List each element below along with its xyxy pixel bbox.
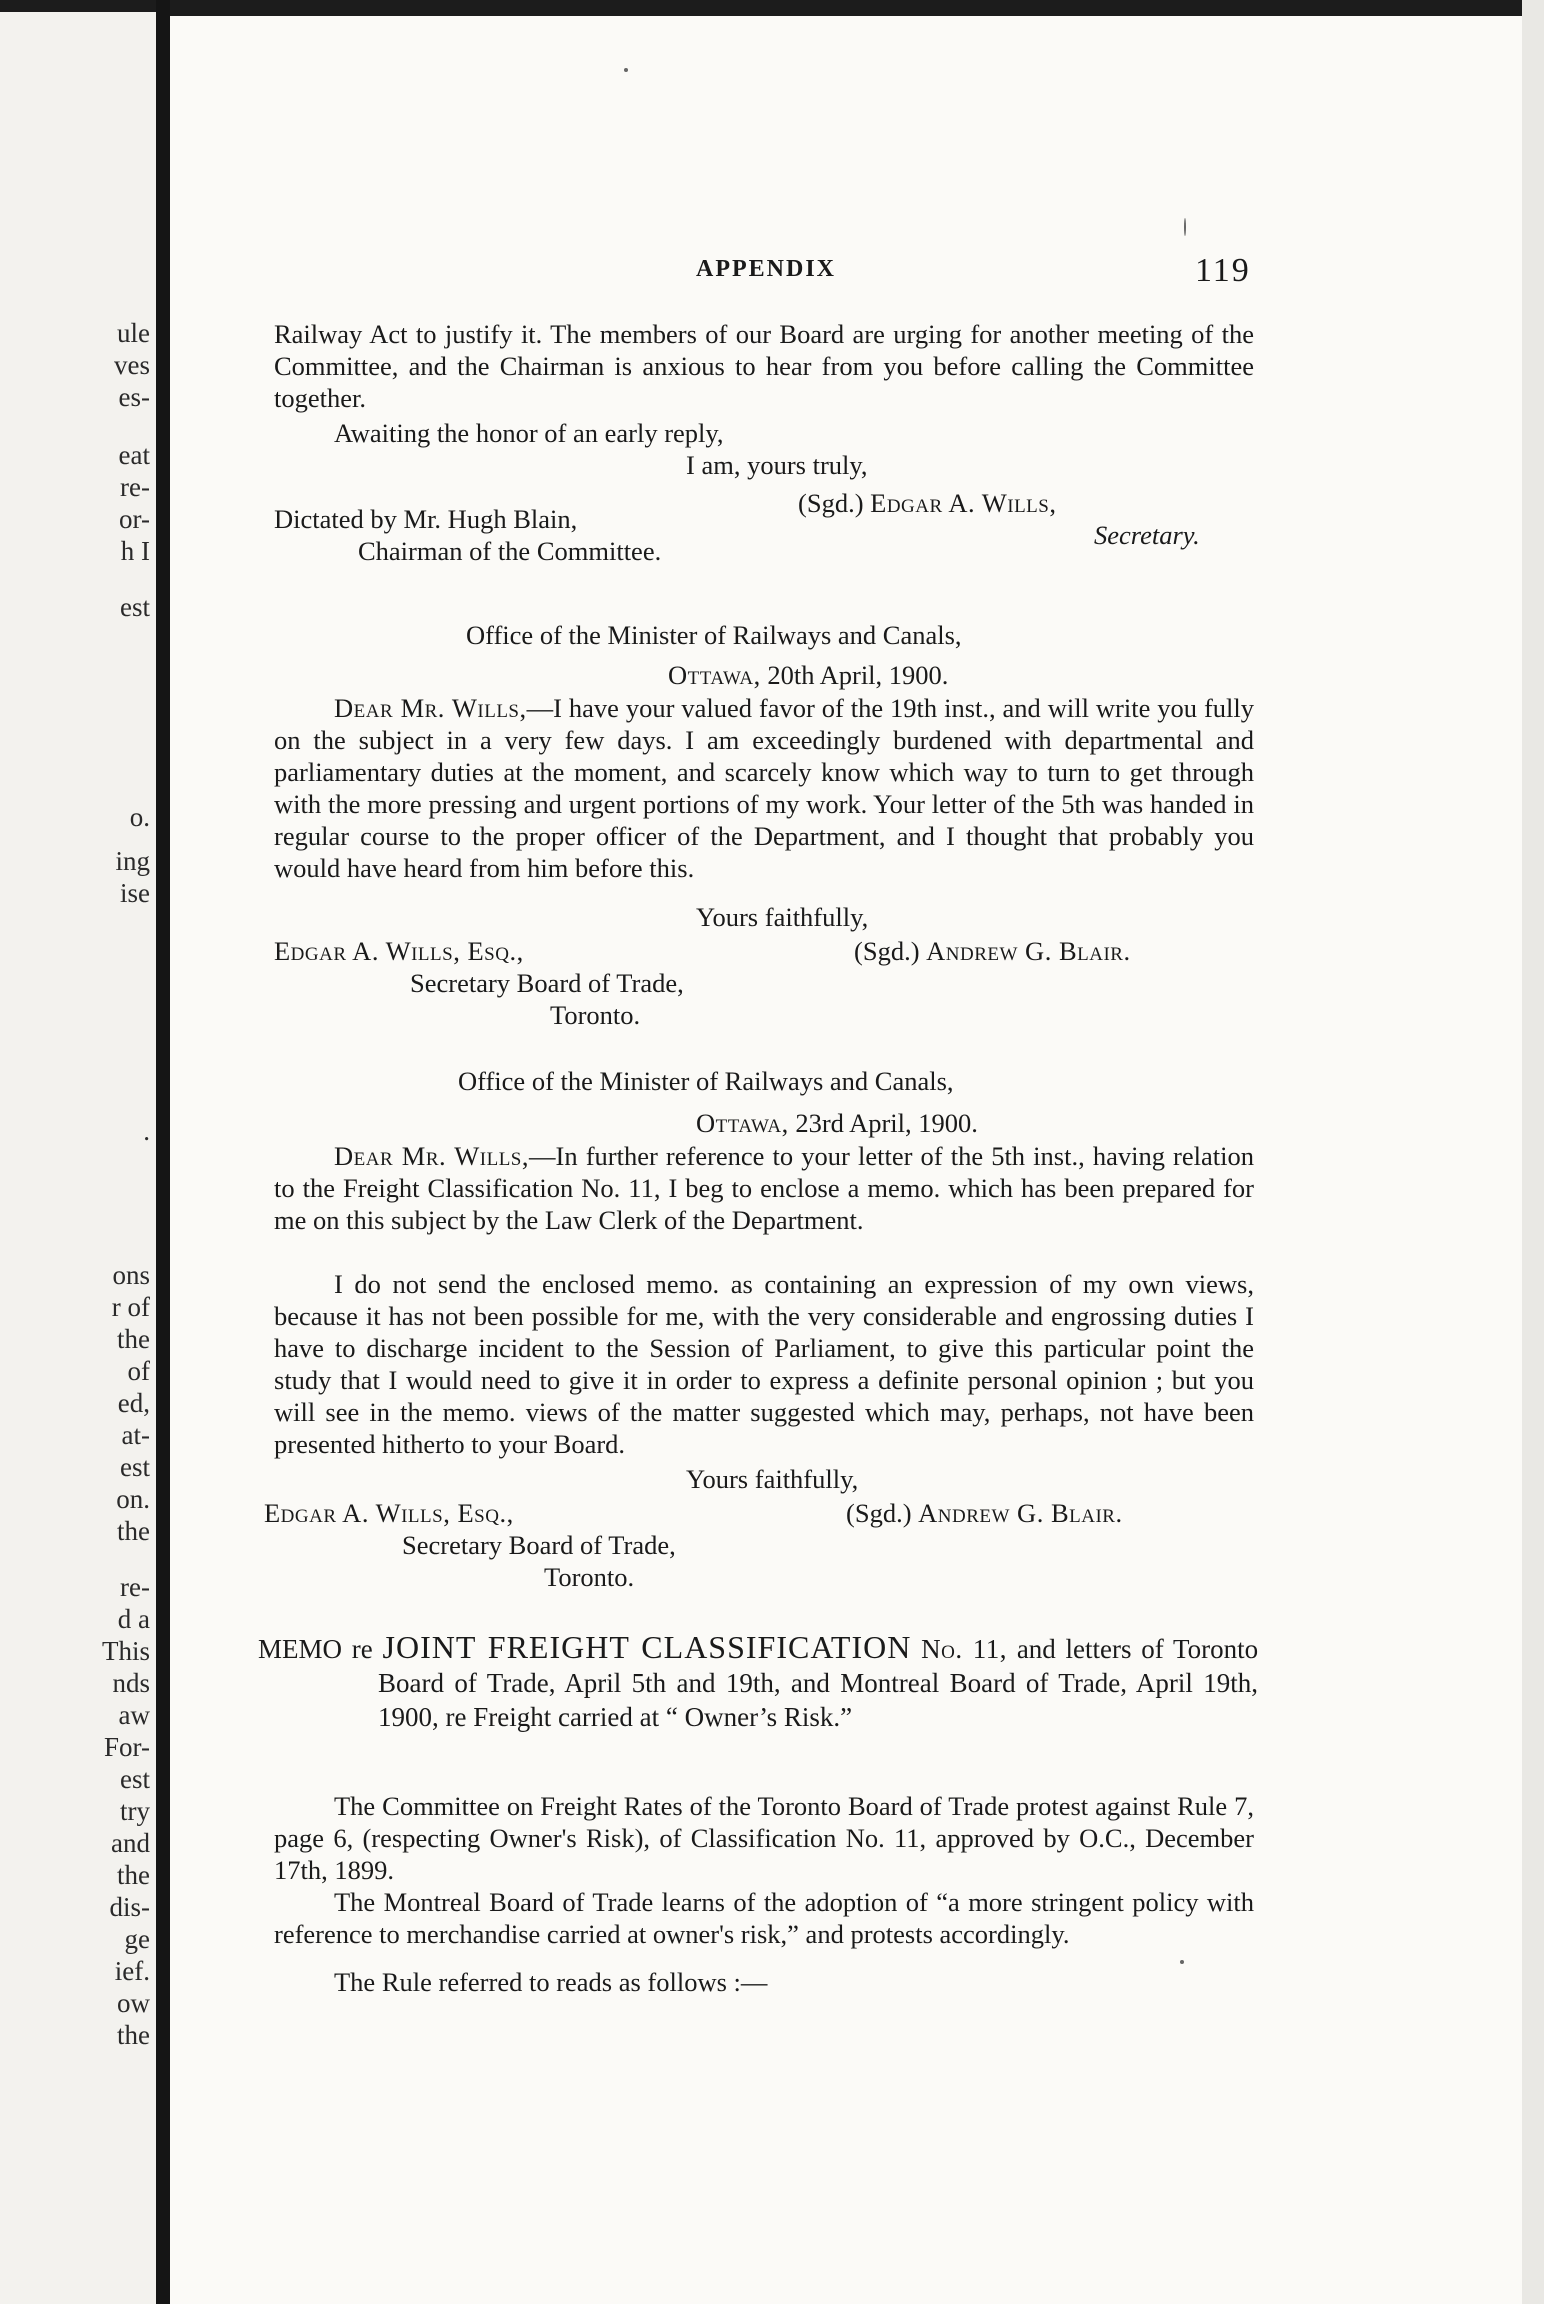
left-margin-fragment: ons (112, 1260, 150, 1290)
memo-lead: MEMO (258, 1634, 343, 1664)
left-margin-fragment: ing (115, 846, 150, 876)
letter3-dateline (696, 1108, 978, 1139)
left-margin-fragment: ule (117, 318, 150, 348)
left-margin-fragment: nds (112, 1668, 150, 1698)
memo-para2: The Montreal Board of Trade learns of the adoption of “a more stringent policy with reference to merchandise carried at owner's risk,” and protests accordingly. (274, 1887, 1254, 1949)
letter3-addressee-city: Toronto. (544, 1562, 635, 1592)
left-margin-fragment: r of (111, 1292, 150, 1322)
book-gutter (156, 0, 170, 2304)
letter3-signature (846, 1498, 1123, 1529)
paper-speck (624, 68, 628, 72)
left-margin-fragment: ed, (117, 1388, 150, 1418)
left-margin-fragment: est (120, 1764, 150, 1794)
left-margin-fragment: re- (120, 1572, 150, 1602)
letter2-office: Office of the Minister of Railways and Canals, (466, 620, 962, 650)
letter2-signature (854, 936, 1131, 967)
left-margin-fragment: or- (119, 504, 150, 534)
left-margin-fragment: eat (118, 440, 150, 470)
letter1-signature (798, 488, 1056, 519)
memo-rest: and letters of Toronto Board of Trade, April 5th and 19th, and Montreal Board of Trade, April 19th, 1900, re Freight carried at “ Owner’s Risk.” (378, 1634, 1259, 1732)
letter1-closing: Awaiting the honor of an early reply, (334, 418, 724, 448)
left-margin-fragment: and (111, 1828, 150, 1858)
left-margin-fragment: ise (120, 878, 150, 908)
left-margin-fragment: try (120, 1796, 150, 1826)
salutation: Dear Mr. Wills, (334, 693, 527, 723)
left-margin-fragment: h I (120, 536, 150, 566)
left-margin-fragment: This (101, 1636, 150, 1666)
letter3-closing: Yours faithfully, (686, 1464, 859, 1494)
city: Ottawa, (668, 660, 761, 690)
letter2-addressee-title: Secretary Board of Trade, (410, 968, 684, 998)
date: 23rd April, 1900. (795, 1108, 978, 1138)
letter2-body (274, 692, 1254, 884)
sig-prefix: (Sgd.) (798, 488, 864, 518)
memo-para1: The Committee on Freight Rates of the Toronto Board of Trade protest against Rule 7, page 6, (respecting Owner's Risk), of Classification No. 11, approved by O.C., December 17th, 1899. (274, 1791, 1254, 1885)
left-margin-fragment: the (117, 1516, 150, 1546)
sig-name: Edgar A. Wills, (870, 488, 1057, 518)
running-title: APPENDIX (696, 256, 836, 282)
letter2-addressee-city: Toronto. (550, 1000, 641, 1030)
memo-number: No. 11, (921, 1634, 1008, 1664)
left-margin-fragment: ow (117, 1988, 150, 2018)
left-margin-fragment: the (117, 1860, 150, 1890)
letter2-addressee: Edgar A. Wills, Esq., (274, 936, 524, 966)
left-margin-fragment: re- (120, 472, 150, 502)
sig-title: Secretary. (1094, 520, 1200, 550)
date: 20th April, 1900. (767, 660, 949, 690)
left-margin-fragment: es- (118, 382, 150, 412)
left-margin-fragment: at- (121, 1420, 150, 1450)
left-margin-fragment: d a (117, 1604, 150, 1634)
dictated-chairman: Chairman of the Committee. (358, 536, 662, 566)
memo-re: re (351, 1634, 373, 1664)
letter2-closing: Yours faithfully, (696, 902, 869, 932)
left-margin-fragment: ge (124, 1924, 150, 1954)
letter3-body2: I do not send the enclosed memo. as containing an expression of my own views, because it has not been possible for me, with the very considerable and engrossing duties I have to discharge incident to the Session of Parliament, to give this particular point the study that I would need to give it in order to express a definite personal opinion ; but you will see in the memo. views of the matter suggested which may, perhaps, not have been presented hitherto to your Board. (274, 1269, 1254, 1459)
letter1-body: Railway Act to justify it. The members of our Board are urging for another meeting of the Committee, and the Chairman is anxious to hear from you before calling the Committee together. (274, 319, 1254, 413)
letter3-office: Office of the Minister of Railways and Canals, (458, 1066, 954, 1096)
letter3-body1 (274, 1140, 1254, 1236)
letter3-addressee: Edgar A. Wills, Esq., (264, 1498, 514, 1528)
city: Ottawa, (696, 1108, 789, 1138)
left-margin-fragment: dis- (109, 1892, 150, 1922)
salutation: Dear Mr. Wills, (334, 1141, 529, 1171)
left-margin-fragment: ief. (114, 1956, 150, 1986)
left-margin-fragment: on. (116, 1484, 150, 1514)
letter3-text1: —In further reference to your letter of the 5th inst., having relation to the Freight Classification No. 11, I beg to enclose a memo. which has been prepared for me on this subject by the Law Clerk of the Department. (274, 1141, 1254, 1235)
memo-para3: The Rule referred to reads as follows :— (334, 1967, 768, 1997)
left-page-fragment (0, 12, 156, 2304)
left-margin-fragment: the (117, 2020, 150, 2050)
left-margin-fragment: est (120, 1452, 150, 1482)
dictated-by: Dictated by Mr. Hugh Blain, (274, 504, 578, 534)
memo-heading (258, 1630, 1258, 1734)
left-margin-fragment: of (127, 1356, 150, 1386)
sig-prefix: (Sgd.) (846, 1498, 912, 1528)
left-margin-fragment: aw (118, 1700, 150, 1730)
right-page (170, 16, 1522, 2304)
left-margin-fragment: o. (129, 802, 150, 832)
letter1-yours: I am, yours truly, (686, 450, 868, 480)
page-number: 119 (1195, 252, 1251, 289)
left-margin-fragment: the (117, 1324, 150, 1354)
paper-speck (1180, 1960, 1184, 1964)
letter3-addressee-title: Secretary Board of Trade, (402, 1530, 676, 1560)
sig-prefix: (Sgd.) (854, 936, 920, 966)
letter2-dateline (668, 660, 948, 691)
left-margin-fragment: . (143, 1116, 150, 1146)
page-header (170, 252, 1522, 296)
sig-name: Andrew G. Blair. (926, 936, 1131, 966)
left-margin-fragment: For- (104, 1732, 150, 1762)
sig-name: Andrew G. Blair. (918, 1498, 1123, 1528)
memo-subject: JOINT FREIGHT CLASSIFICATION (382, 1629, 912, 1665)
paper-speck (1184, 218, 1186, 236)
letter2-text: —I have your valued favor of the 19th inst., and will write you fully on the subject in a very few days. I am exceedingly burdened with departmental and parliamentary duties at the moment, and scarcely know which way to turn to get through with the more pressing and urgent portions of my work. Your letter of the 5th was handed in regular course to the proper officer of the Department, and I thought that probably you would have heard from him before this. (274, 693, 1254, 883)
left-margin-fragment: ves (114, 350, 150, 380)
page-edge (1522, 0, 1544, 2304)
left-margin-fragment: est (120, 592, 150, 622)
